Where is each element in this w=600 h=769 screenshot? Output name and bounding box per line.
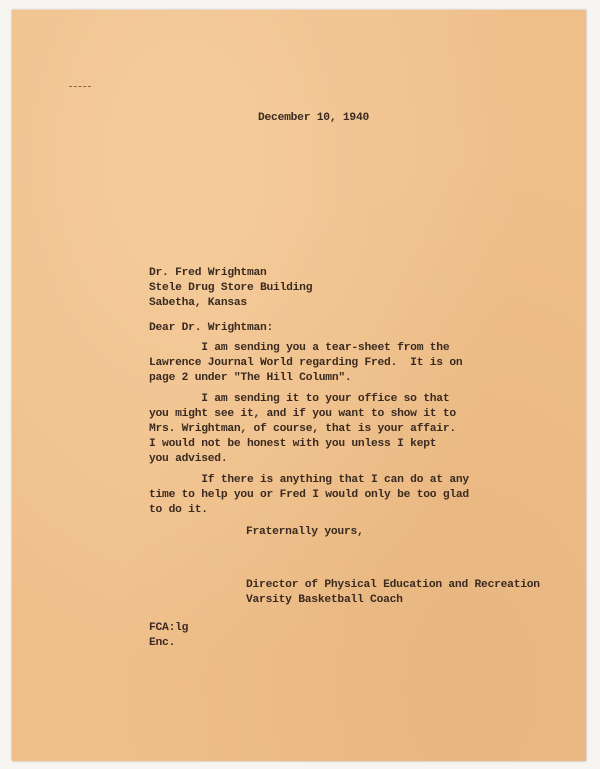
recipient-name: Dr. Fred Wrightman bbox=[149, 267, 267, 279]
enclosure-note: Enc. bbox=[149, 637, 176, 649]
reference-initials: FCA:lg bbox=[149, 622, 189, 634]
paragraph-1-line-2: Lawrence Journal World regarding Fred. It is on bbox=[149, 357, 463, 369]
signature-title-line-2: Varsity Basketball Coach bbox=[246, 594, 403, 606]
paragraph-2-line-5: you advised. bbox=[149, 453, 228, 465]
margin-mark bbox=[69, 86, 91, 88]
paragraph-2-line-1: I am sending it to your office so that bbox=[149, 393, 450, 405]
recipient-city-state: Sabetha, Kansas bbox=[149, 297, 247, 309]
paragraph-2-line-2: you might see it, and if you want to show it to bbox=[149, 408, 456, 420]
closing: Fraternally yours, bbox=[246, 526, 364, 538]
paragraph-2-line-4: I would not be honest with you unless I kept bbox=[149, 438, 437, 450]
paragraph-2-line-3: Mrs. Wrightman, of course, that is your affair. bbox=[149, 423, 456, 435]
letter-date: December 10, 1940 bbox=[258, 112, 369, 124]
paragraph-3-line-2: time to help you or Fred I would only be too glad bbox=[149, 489, 469, 501]
paragraph-1-line-1: I am sending you a tear-sheet from the bbox=[149, 342, 450, 354]
paragraph-3-line-3: to do it. bbox=[149, 504, 208, 516]
paragraph-3-line-1: If there is anything that I can do at any bbox=[149, 474, 469, 486]
paragraph-1-line-3: page 2 under "The Hill Column". bbox=[149, 372, 352, 384]
recipient-address-line: Stele Drug Store Building bbox=[149, 282, 313, 294]
signature-title-line-1: Director of Physical Education and Recreation bbox=[246, 579, 540, 591]
salutation: Dear Dr. Wrightman: bbox=[149, 322, 274, 334]
letter-page bbox=[12, 10, 586, 761]
